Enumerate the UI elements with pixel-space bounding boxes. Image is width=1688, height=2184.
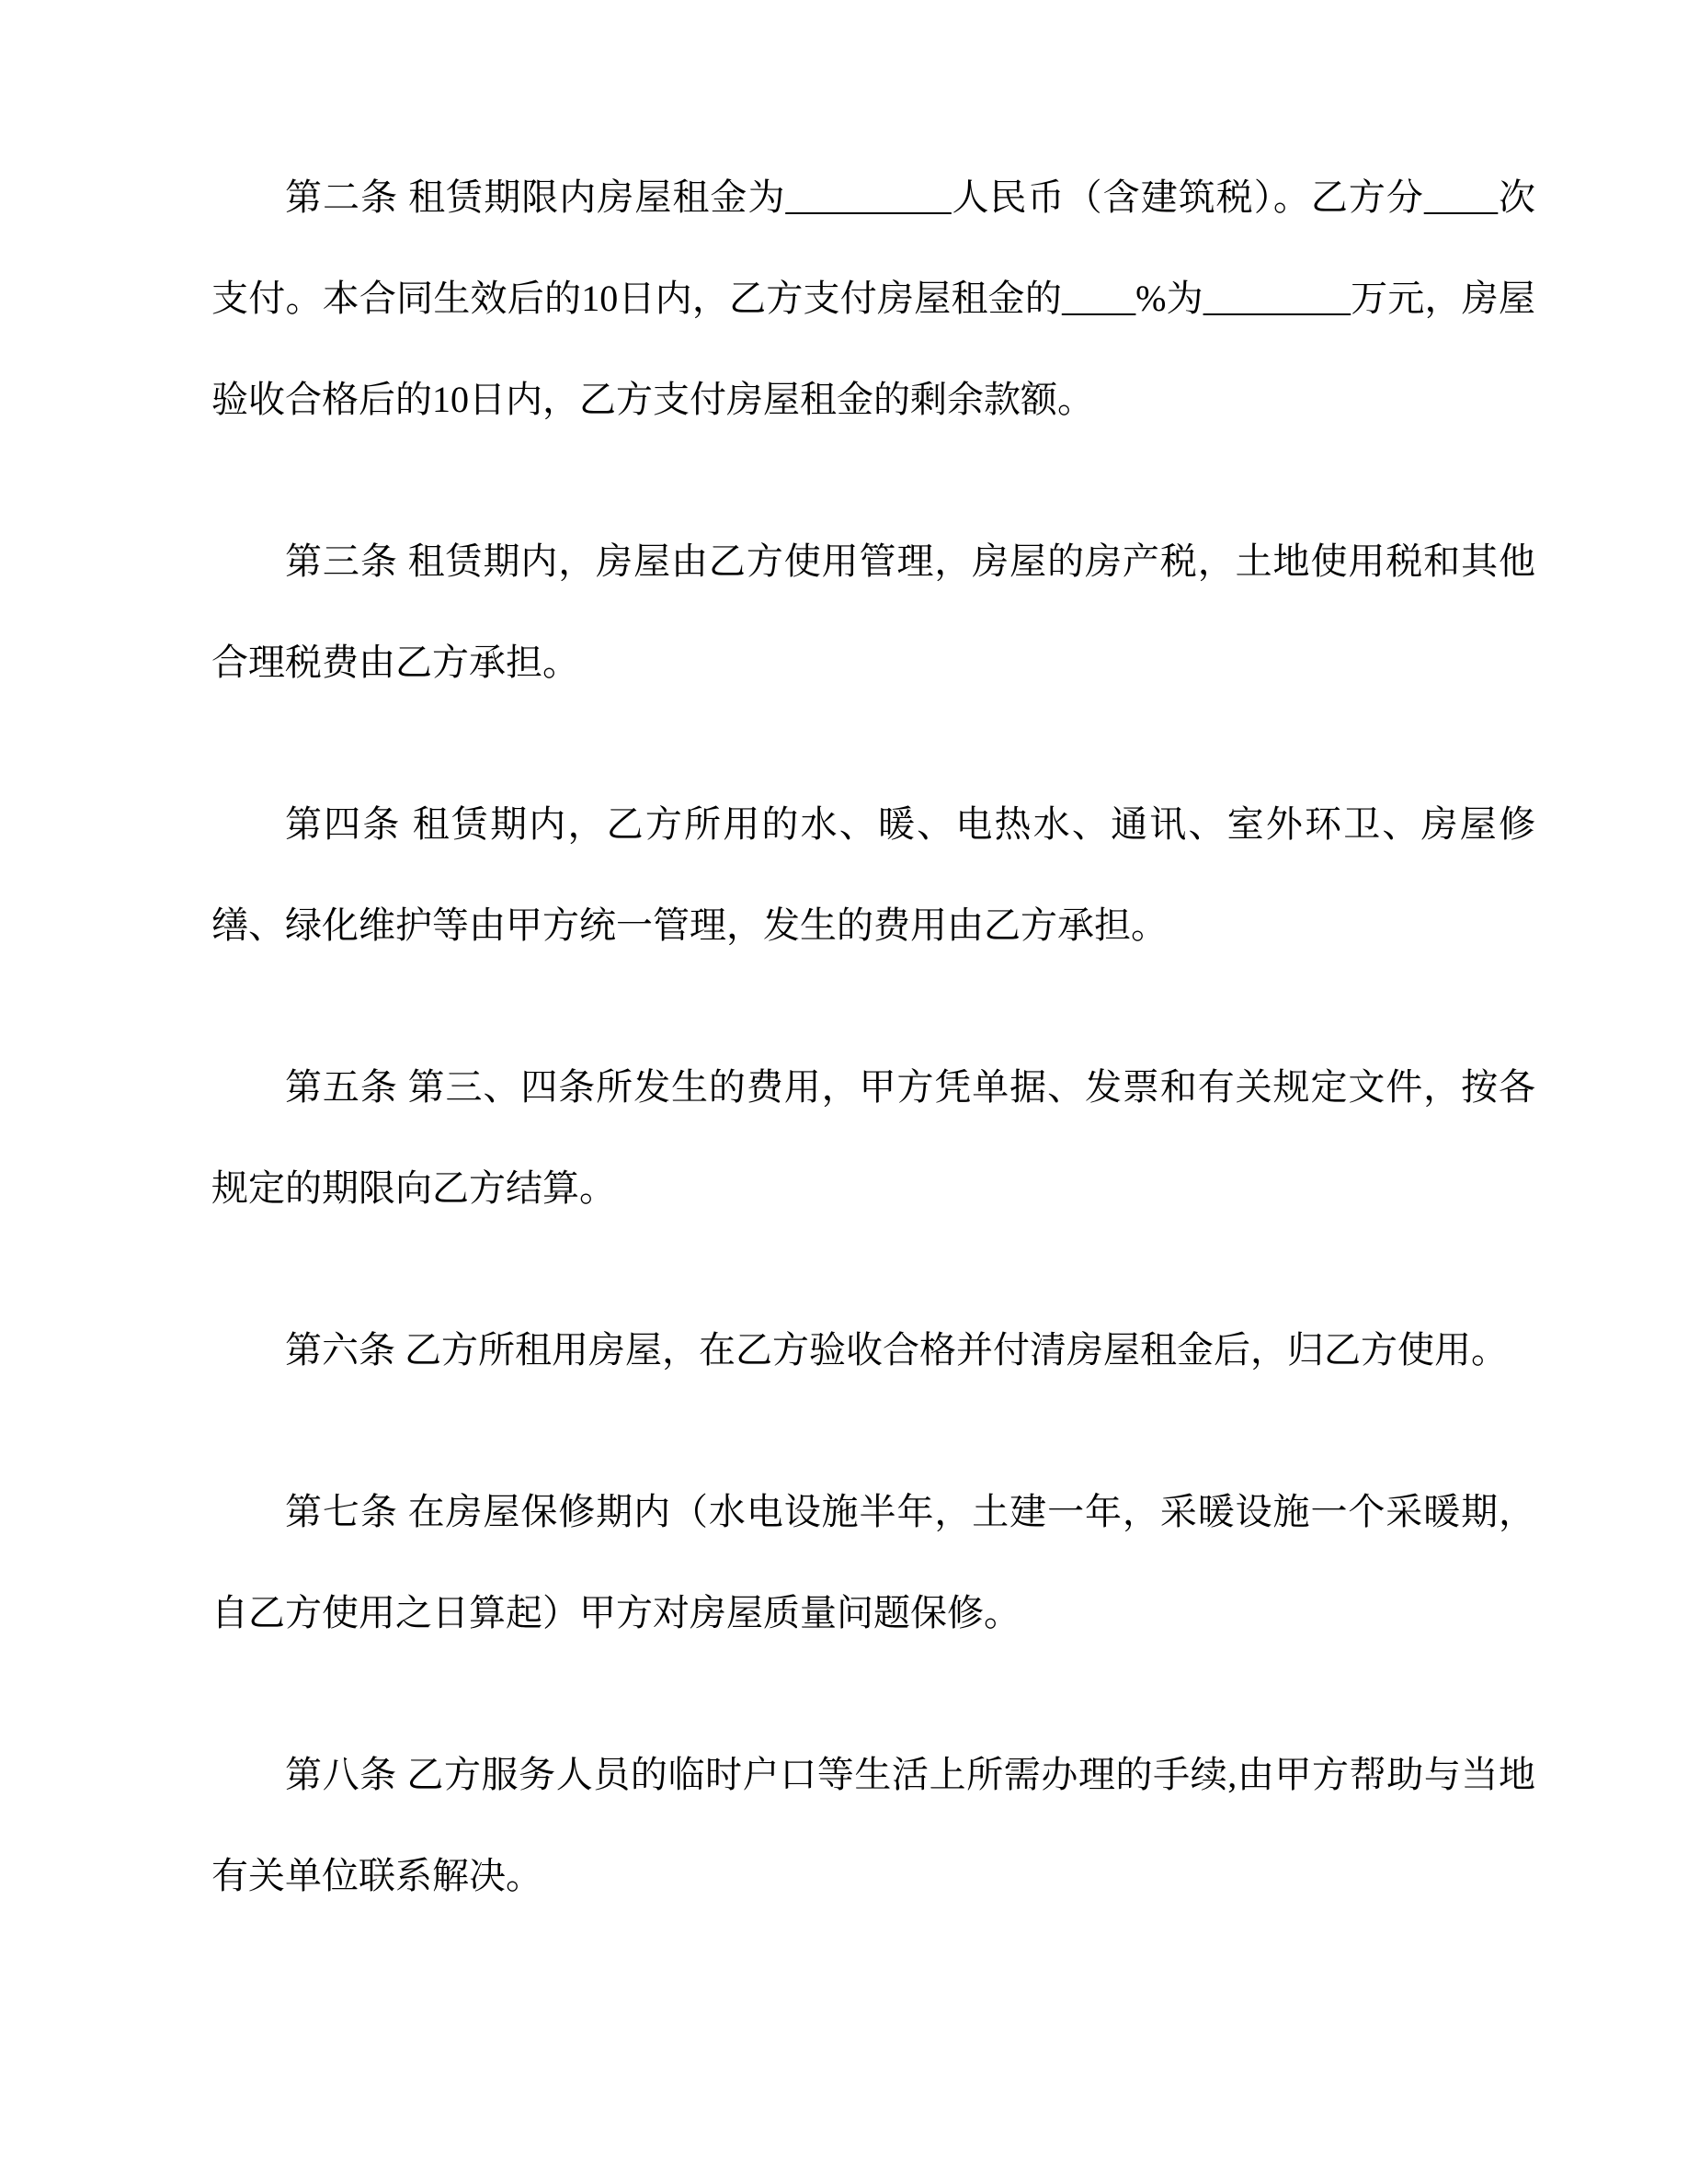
contract-paragraph: 第五条 第三、四条所发生的费用，甲方凭单据、发票和有关规定文件，按各规定的期限向乙方结算。 (211, 1066, 1535, 1209)
contract-paragraph: 第八条 乙方服务人员的临时户口等生活上所需办理的手续,由甲方帮助与当地有关单位联系解决。 (211, 1754, 1535, 1896)
contract-body (211, 147, 1535, 1927)
contract-paragraph: 第二条 租赁期限内房屋租金为_________人民币（含建筑税）。乙方分____次支付。本合同生效后的10日内，乙方支付房屋租金的____%为________万元，房屋验收合格后的10日内，乙方支付房屋租金的剩余款额。 (211, 176, 1535, 420)
contract-paragraph: 第四条 租赁期内，乙方所用的水、暖、电热水、通讯、室外环卫、房屋修缮、绿化维护等由甲方统一管理，发生的费用由乙方承担。 (211, 803, 1535, 946)
contract-paragraph: 第七条 在房屋保修期内（水电设施半年，土建一年，采暖设施一个采暖期，自乙方使用之日算起）甲方对房屋质量问题保修。 (211, 1491, 1535, 1633)
contract-paragraph: 第三条 租赁期内，房屋由乙方使用管理，房屋的房产税，土地使用税和其他合理税费由乙方承担。 (211, 540, 1535, 683)
contract-paragraph: 第六条 乙方所租用房屋，在乙方验收合格并付清房屋租金后，归乙方使用。 (285, 1329, 1508, 1371)
